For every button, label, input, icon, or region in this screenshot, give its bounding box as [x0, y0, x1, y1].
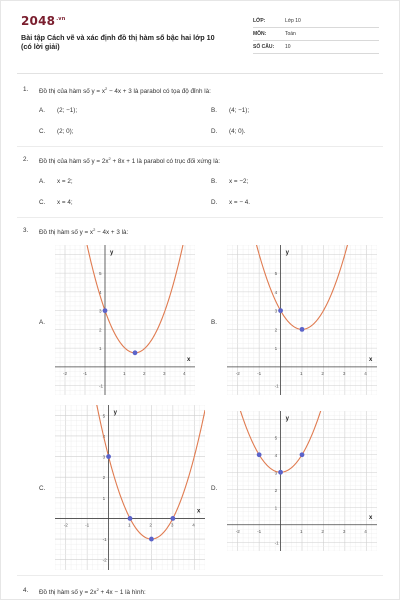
- graph-point: [300, 327, 305, 332]
- y-tick-label: -1: [274, 540, 279, 546]
- meta-row-count: [253, 41, 379, 54]
- graph-option-d[interactable]: [227, 411, 377, 551]
- y-tick-label: 4: [274, 452, 278, 458]
- option-letter[interactable]: D.: [211, 128, 218, 135]
- question-number: 4.: [23, 587, 29, 594]
- meta-value: Toán: [285, 31, 296, 37]
- x-tick-label: -1: [257, 528, 262, 534]
- question-divider: [17, 575, 383, 576]
- y-tick-label: 5: [274, 435, 278, 441]
- option-letter[interactable]: C.: [39, 199, 46, 206]
- option-text[interactable]: x = 4;: [57, 199, 73, 206]
- logo-text: 2048: [21, 14, 56, 28]
- site-logo[interactable]: [21, 14, 66, 28]
- question-number: 2.: [23, 156, 29, 163]
- x-tick-label: 1: [123, 370, 126, 376]
- graph-point: [257, 452, 262, 457]
- y-tick-label: 1: [102, 495, 106, 501]
- graph-point: [106, 454, 111, 459]
- graph-option-letter[interactable]: D.: [211, 485, 218, 492]
- parabola-graph-c: [55, 405, 205, 570]
- y-tick-label: -1: [274, 383, 279, 389]
- y-tick-label: 3: [274, 308, 278, 314]
- question-text: Đồ thị của hàm số $y = x^2 - 4x + 3$ là parabol có tọa độ đỉnh là:: [39, 86, 211, 96]
- parabola-graph-a: [55, 245, 195, 395]
- y-tick-label: 2: [274, 487, 278, 493]
- graph-option-letter[interactable]: A.: [39, 319, 45, 326]
- graph-grid: [55, 405, 205, 570]
- graph-point: [133, 350, 138, 355]
- y-axis-label: y: [285, 416, 289, 422]
- y-tick-label: 2: [99, 327, 102, 333]
- meta-label: LỚP:: [253, 18, 266, 24]
- x-tick-label: -2: [63, 370, 68, 376]
- document-title-line1: Bài tập Cách vẽ và xác định đồ thị hàm số bậc hai lớp 10: [21, 33, 215, 42]
- graph-point: [170, 516, 175, 521]
- option-letter[interactable]: B.: [211, 178, 217, 185]
- option-letter[interactable]: A.: [39, 178, 45, 185]
- option-letter[interactable]: B.: [211, 107, 217, 114]
- question-divider: [17, 146, 383, 147]
- x-tick-label: 2: [321, 370, 324, 376]
- y-tick-label: 4: [99, 289, 102, 295]
- y-axis-label: y: [113, 410, 117, 416]
- y-tick-label: 1: [274, 505, 278, 511]
- x-tick-label: -1: [257, 370, 262, 376]
- y-tick-label: 1: [99, 346, 102, 352]
- x-tick-label: 4: [364, 528, 367, 534]
- y-tick-label: -1: [99, 383, 104, 389]
- x-axis-label: x: [197, 508, 201, 515]
- y-tick-label: 3: [102, 454, 106, 460]
- graph-option-letter[interactable]: C.: [39, 485, 46, 492]
- graph-point: [278, 470, 283, 475]
- graph-option-c[interactable]: [55, 405, 205, 570]
- question-text: Đồ thị hàm số $y = x^2 - 4x + 3$ là:: [39, 227, 129, 237]
- graph-option-letter[interactable]: B.: [211, 319, 217, 326]
- header-divider: [17, 73, 383, 74]
- option-text[interactable]: (2; 0);: [57, 128, 74, 135]
- y-tick-label: 2: [102, 475, 106, 481]
- graph-point: [278, 308, 283, 313]
- y-axis-label: y: [285, 250, 289, 256]
- option-text[interactable]: (2; −1);: [57, 107, 78, 114]
- meta-info: [253, 15, 379, 54]
- document-title-line2: (có lời giải): [21, 42, 60, 51]
- question-number: 1.: [23, 86, 29, 93]
- y-axis-label: y: [110, 250, 114, 256]
- question-divider: [17, 217, 383, 218]
- y-tick-label: 2: [274, 327, 278, 333]
- meta-value: 10: [285, 44, 291, 50]
- x-tick-label: 3: [170, 522, 174, 528]
- x-axis-label: x: [369, 514, 373, 521]
- x-tick-label: 1: [300, 370, 303, 376]
- y-tick-label: 5: [274, 271, 278, 277]
- graph-point: [149, 537, 154, 542]
- question-text: Đồ thị hàm số $y = 2x^2 + 4x - 1$ là hình:: [39, 587, 146, 597]
- x-tick-label: 1: [300, 528, 303, 534]
- parabola-graph-d: [227, 411, 377, 551]
- option-text[interactable]: (4; −1);: [229, 107, 250, 114]
- x-tick-label: -2: [235, 528, 240, 534]
- graph-point: [128, 516, 133, 521]
- x-tick-label: 2: [143, 370, 146, 376]
- x-tick-label: -2: [235, 370, 240, 376]
- option-letter[interactable]: C.: [39, 128, 46, 135]
- graph-option-a[interactable]: [55, 245, 195, 395]
- x-tick-label: 2: [321, 528, 324, 534]
- parabola-graph-b: [227, 245, 377, 395]
- y-tick-label: 4: [102, 433, 106, 439]
- option-letter[interactable]: A.: [39, 107, 45, 114]
- x-axis-label: x: [187, 356, 191, 363]
- y-tick-label: 1: [274, 346, 278, 352]
- x-tick-label: 2: [149, 522, 152, 528]
- logo-tld: .vn: [56, 16, 66, 22]
- option-text[interactable]: x = − 4.: [229, 199, 251, 206]
- x-tick-label: -2: [63, 522, 68, 528]
- y-tick-label: 3: [274, 470, 278, 476]
- meta-label: MÔN:: [253, 31, 267, 37]
- meta-value: Lớp 10: [285, 18, 301, 24]
- question-number: 3.: [23, 227, 29, 234]
- x-tick-label: 3: [342, 528, 346, 534]
- meta-row-class: [253, 15, 379, 28]
- x-tick-label: 3: [163, 370, 166, 376]
- y-tick-label: 5: [99, 271, 102, 277]
- y-tick-label: -2: [102, 557, 107, 563]
- graph-point: [103, 308, 108, 313]
- x-tick-label: 4: [183, 370, 186, 376]
- option-letter[interactable]: D.: [211, 199, 218, 206]
- y-tick-label: 4: [274, 289, 278, 295]
- y-tick-label: 3: [99, 308, 102, 314]
- x-tick-label: -1: [83, 370, 88, 376]
- meta-row-subject: [253, 28, 379, 41]
- x-tick-label: 1: [128, 522, 131, 528]
- option-text[interactable]: (4; 0).: [229, 128, 246, 135]
- option-text[interactable]: x = 2;: [57, 178, 73, 185]
- x-tick-label: -1: [85, 522, 90, 528]
- x-tick-label: 3: [342, 370, 346, 376]
- x-tick-label: 4: [364, 370, 367, 376]
- option-text[interactable]: x = −2;: [229, 178, 249, 185]
- question-text: Đồ thị của hàm số $y = 2x^2 + 8x + 1$ là parabol có trục đối xứng là:: [39, 156, 220, 166]
- x-tick-label: 4: [192, 522, 195, 528]
- document-title: [21, 33, 241, 51]
- y-tick-label: -1: [102, 537, 107, 543]
- meta-label: SỐ CÂU:: [253, 44, 275, 50]
- x-axis-label: x: [369, 356, 373, 363]
- y-tick-label: 5: [102, 413, 106, 419]
- graph-option-b[interactable]: [227, 245, 377, 395]
- graph-point: [300, 452, 305, 457]
